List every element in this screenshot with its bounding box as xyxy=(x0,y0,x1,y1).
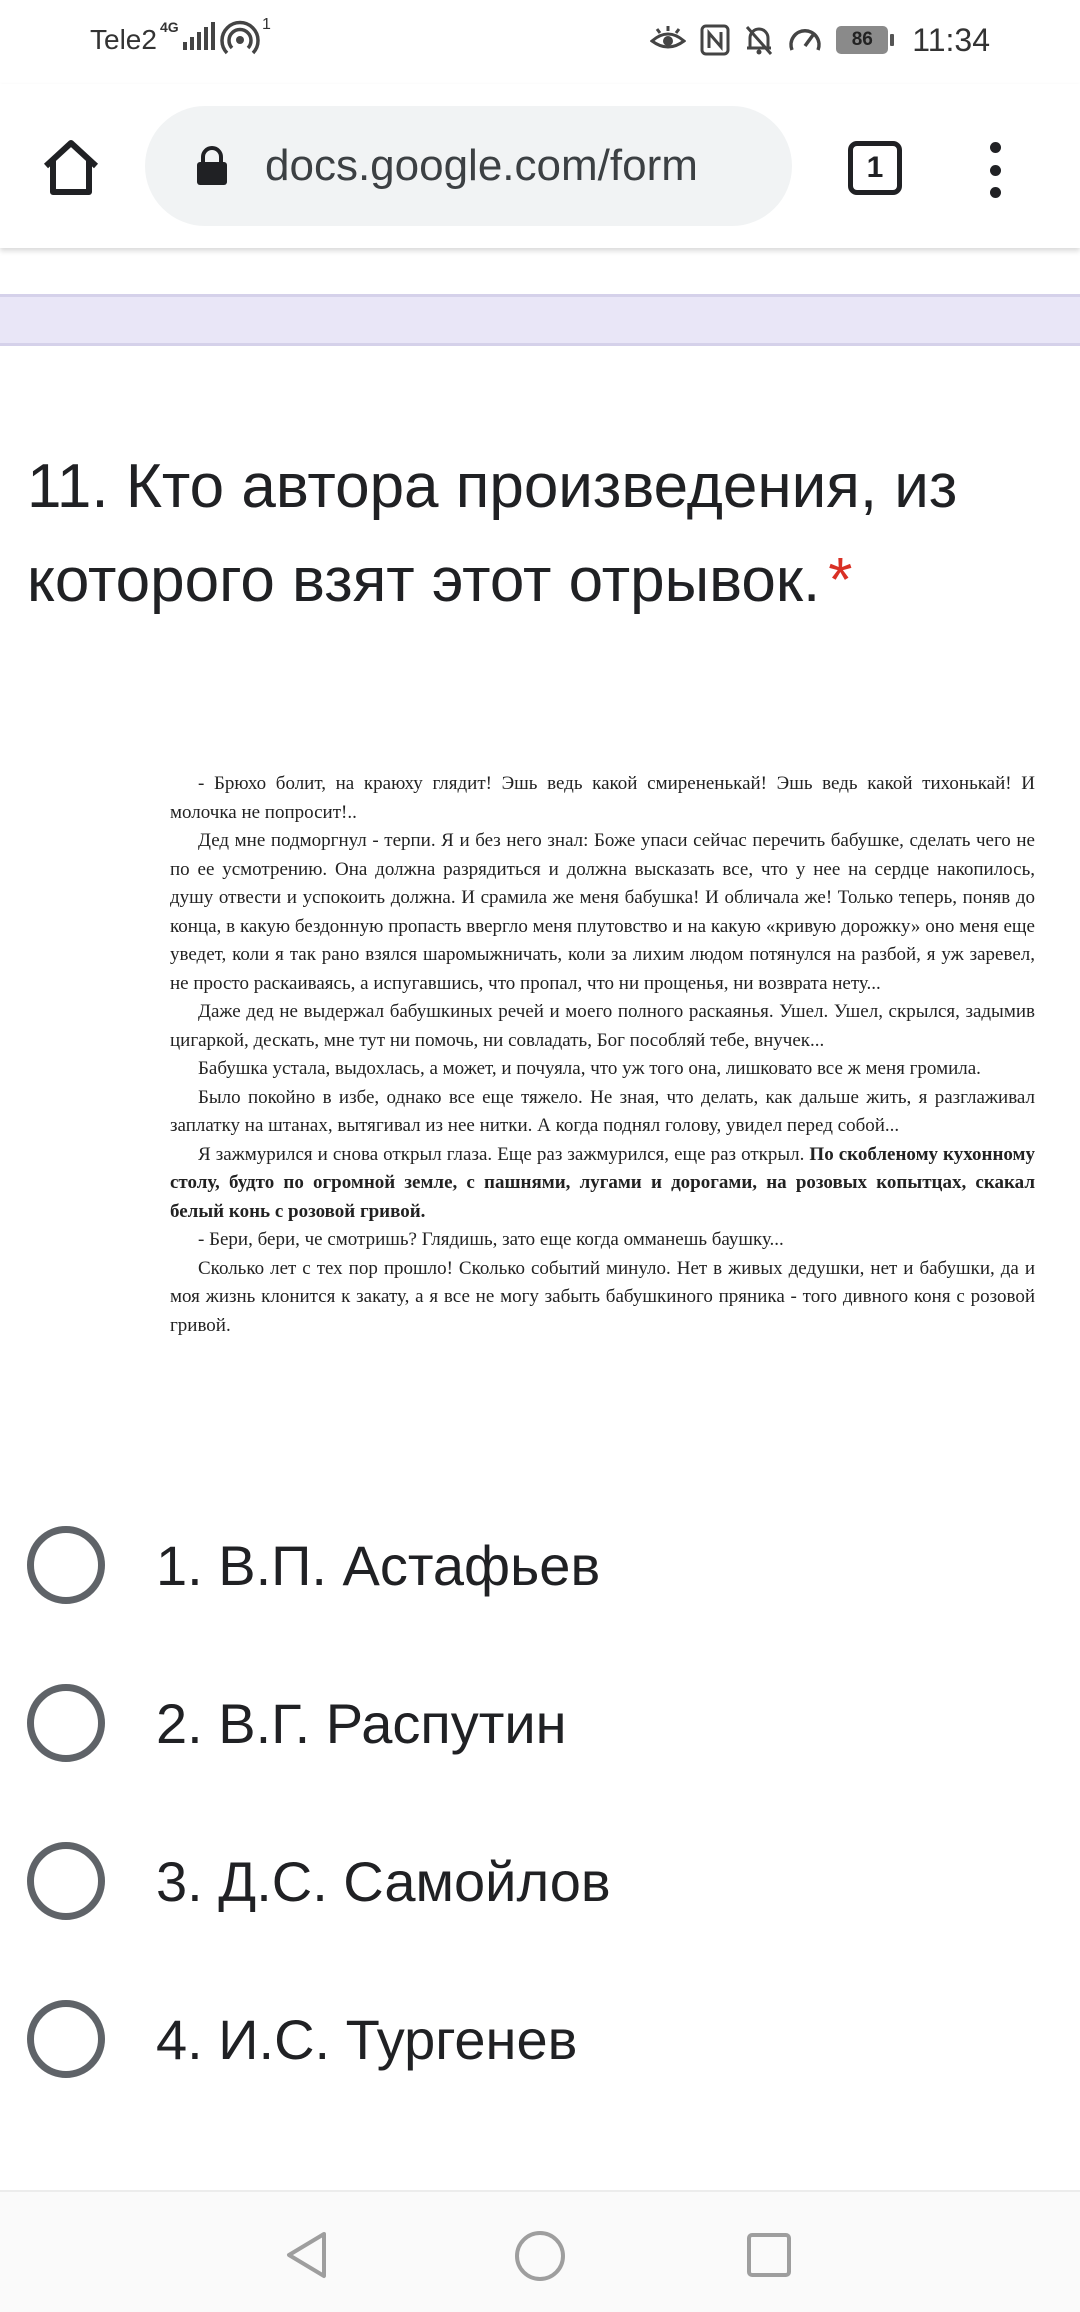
menu-dot xyxy=(990,187,1001,198)
tab-switcher-button[interactable]: 1 xyxy=(848,141,902,195)
back-icon[interactable] xyxy=(284,2230,330,2280)
browser-toolbar xyxy=(0,84,1080,248)
hotspot-count-label: 1 xyxy=(262,16,271,33)
address-bar[interactable] xyxy=(145,106,792,226)
url-text[interactable]: docs.google.com/form xyxy=(265,141,698,190)
signal-icon xyxy=(183,22,215,50)
nav-home-icon[interactable] xyxy=(514,2230,566,2282)
battery-tip xyxy=(890,34,894,46)
clock: 11:34 xyxy=(912,21,990,58)
question-text: 11. Кто автора произведения, из которого взят этот отрывок. xyxy=(27,452,958,615)
option-astafiev[interactable] xyxy=(27,1510,1047,1620)
excerpt-paragraph: Было покойно в избе, однако все еще тяжело. Не зная, что делать, как дальше жить, я разглаживал заплатку на штанах, вытягивал из нее нитки. А когда поднял голову, увидел перед собой... xyxy=(170,1086,1035,1136)
question-title xyxy=(27,440,1047,628)
menu-dot xyxy=(990,142,1001,153)
excerpt-paragraph: Бабушка устала, выдохлась, а может, и почуяла, что уж того она, лишковато все ж меня громила. xyxy=(198,1058,981,1079)
radio-button[interactable] xyxy=(27,2000,105,2078)
overflow-menu-button[interactable] xyxy=(975,142,1015,198)
option-samoylov[interactable] xyxy=(27,1826,1047,1936)
system-nav-bar xyxy=(0,2190,1080,2312)
excerpt-paragraph: - Бери, бери, че смотришь? Глядишь, зато еще когда омманешь баушку... xyxy=(198,1229,784,1250)
home-icon xyxy=(38,134,104,200)
excerpt-text: Я зажмурился и снова открыл глаза. Еще раз зажмурился, еще раз открыл. xyxy=(198,1143,810,1165)
section-divider xyxy=(0,294,1080,346)
hotspot-icon xyxy=(220,20,260,60)
option-label: 4. И.С. Тургенев xyxy=(156,2007,578,2071)
radio-button[interactable] xyxy=(27,1842,105,1920)
network-type-label: 4G xyxy=(160,19,179,35)
radio-button[interactable] xyxy=(27,1684,105,1762)
battery-indicator xyxy=(836,26,894,54)
option-label: 3. Д.С. Самойлов xyxy=(156,1849,611,1913)
option-label: 1. В.П. Астафьев xyxy=(156,1533,601,1597)
bell-muted-icon xyxy=(744,24,774,56)
excerpt-bold-text: По скобленому кухонному столу, будто по огромной земле, с пашнями, лугами и дорогами, на розовых копытцах, скакал белый конь с розовой гривой. xyxy=(170,1143,1035,1222)
excerpt-paragraph: Сколько лет с тех пор прошло! Сколько событий минуло. Нет в живых дедушки, нет и бабушки, да и моя жизнь клонится к закату, а я все не могу забыть бабушкиного пряника - того дивного коня с розовой гривой. xyxy=(170,1257,1035,1336)
option-turgenev[interactable] xyxy=(27,1984,1047,2094)
recent-apps-icon[interactable] xyxy=(746,2232,792,2278)
eye-comfort-icon xyxy=(650,25,686,55)
status-right-group xyxy=(650,18,990,62)
status-bar xyxy=(0,0,1080,84)
radio-button[interactable] xyxy=(27,1526,105,1604)
excerpt-paragraph xyxy=(170,1141,1035,1227)
excerpt-paragraph: - Брюхо болит, на краюху глядит! Эшь ведь какой смирененькай! Эшь ведь какой тихонькай! И молочка не попросит!.. xyxy=(170,773,1035,823)
excerpt-paragraph: Дед мне подморгнул - терпи. Я и без него знал: Боже упаси сейчас перечить бабушке, сделать чего не по ее усмотрению. Она должна разрядиться и должна высказать все, что у нее на сердце накопилось, душу отвести и успокоить должна. И срамила же меня бабушка! И обличала же! Только теперь, поняв до конца, в какую бездонную пропасть ввергло меня плутовство и на какую «кривую дорожку» оно меня еще уведет, коли я так рано взялся шаромыжничать, коли за лихим людом потянулся на разбой, я уж заревел, не просто раскаиваясь, а испугавшись, что пропал, что ни прощенья, ни возврата нету... xyxy=(170,830,1035,994)
option-rasputin[interactable] xyxy=(27,1668,1047,1778)
option-label: 2. В.Г. Распутин xyxy=(156,1691,567,1755)
speed-icon xyxy=(788,24,822,56)
nfc-icon xyxy=(700,24,730,56)
excerpt-image-text xyxy=(170,770,1035,1340)
home-button[interactable] xyxy=(38,134,104,200)
excerpt-paragraph: Даже дед не выдержал бабушкиных речей и моего полного раскаянья. Ушел. Ушел, скрылся, задымив цигаркой, дескать, мне тут ни помочь, ни совладать, Бог пособляй тебе, внучек... xyxy=(170,1001,1035,1051)
battery-level: 86 xyxy=(836,26,888,54)
carrier-label: Tele2 xyxy=(90,24,157,55)
menu-dot xyxy=(990,165,1001,176)
required-asterisk: * xyxy=(828,546,853,615)
lock-icon xyxy=(195,146,229,186)
